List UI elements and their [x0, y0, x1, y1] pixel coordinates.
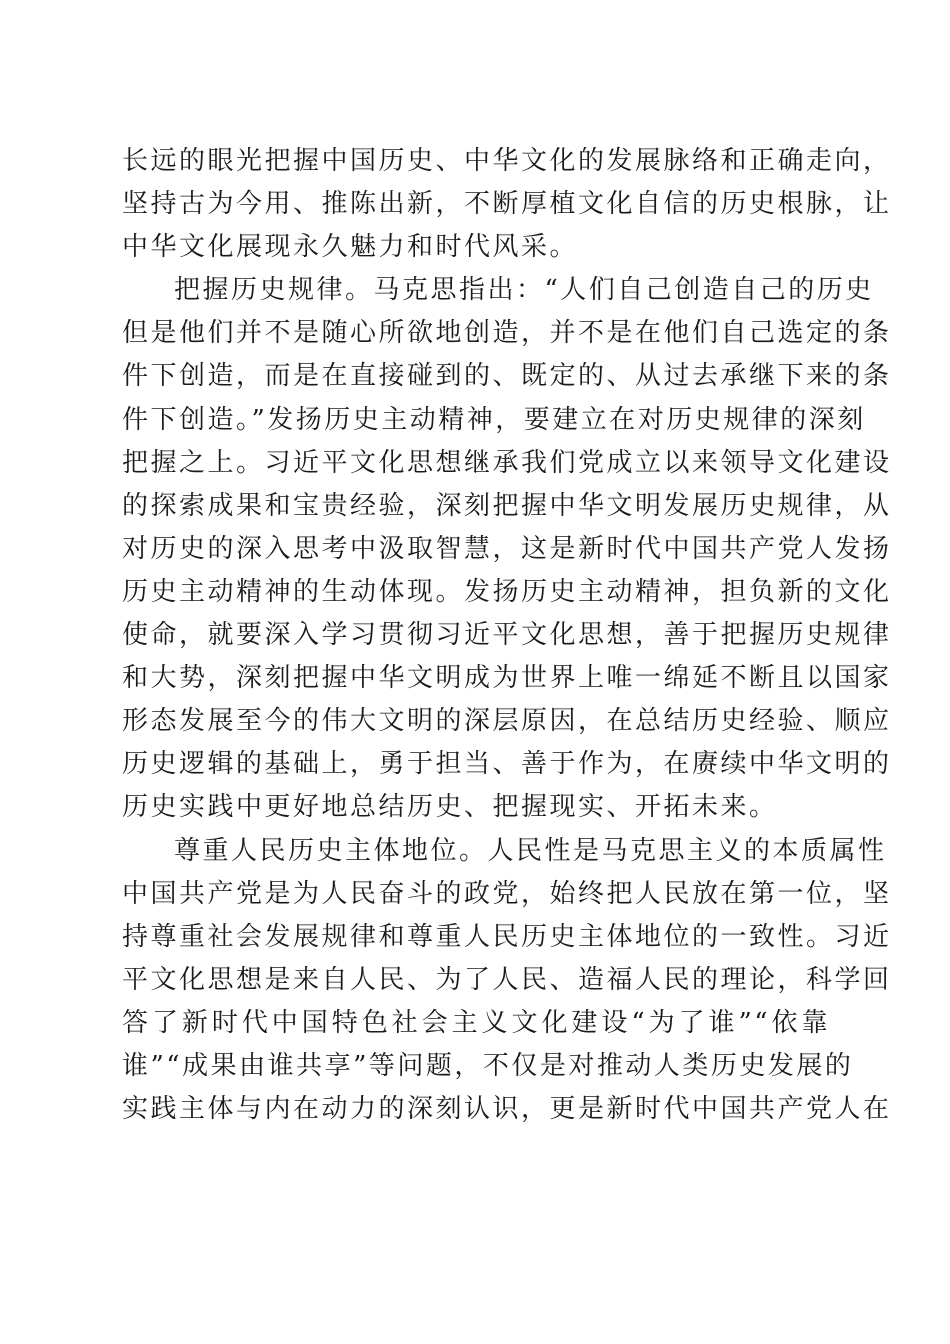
text-line: 尊重人民历史主体地位。人民性是马克思主义的本质属性	[174, 835, 887, 866]
text-line: 持尊重社会发展规律和尊重人民历史主体地位的一致性。习近	[122, 921, 892, 952]
text-line: 坚持古为今用、推陈出新，不断厚植文化自信的历史根脉，让	[122, 189, 892, 220]
text-line: 使命，就要深入学习贯彻习近平文化思想，善于把握历史规律	[122, 620, 892, 651]
text-line: 和大势，深刻把握中华文明成为世界上唯一绵延不断且以国家	[122, 663, 892, 694]
text-line: 答了新时代中国特色社会主义文化建设“为了谁”“依靠	[122, 1007, 830, 1038]
document-body	[122, 140, 892, 1131]
text-line: 实践主体与内在动力的深刻认识，更是新时代中国共产党人在	[122, 1094, 892, 1125]
text-line: 但是他们并不是随心所欲地创造，并不是在他们自己选定的条	[122, 318, 892, 349]
text-line: 对历史的深入思考中汲取智慧，这是新时代中国共产党人发扬	[122, 533, 892, 564]
text-line: 中国共产党是为人民奋斗的政党，始终把人民放在第一位，坚	[122, 878, 892, 909]
text-line: 件下创造，而是在直接碰到的、既定的、从过去承继下来的条	[122, 361, 892, 392]
text-line: 历史实践中更好地总结历史、把握现实、开拓未来。	[122, 792, 778, 823]
text-line: 谁”“成果由谁共享”等问题，不仅是对推动人类历史发展的	[122, 1050, 854, 1081]
text-line: 形态发展至今的伟大文明的深层原因，在总结历史经验、顺应	[122, 706, 892, 737]
text-line: 把握历史规律。马克思指出：“人们自己创造自己的历史	[174, 275, 874, 306]
paragraph-2	[122, 269, 892, 829]
text-line: 把握之上。习近平文化思想继承我们党成立以来领导文化建设	[122, 447, 892, 478]
text-line: 平文化思想是来自人民、为了人民、造福人民的理论，科学回	[122, 964, 892, 995]
text-line: 长远的眼光把握中国历史、中华文化的发展脉络和正确走向，	[122, 146, 892, 176]
paragraph-3	[122, 830, 892, 1132]
text-line: 历史逻辑的基础上，勇于担当、善于作为，在赓续中华文明的	[122, 749, 892, 780]
text-line: 中华文化展现永久魅力和时代风采。	[122, 232, 579, 263]
text-line: 的探索成果和宝贵经验，深刻把握中华文明发展历史规律，从	[122, 490, 892, 521]
paragraph-1	[122, 140, 892, 269]
text-line: 历史主动精神的生动体现。发扬历史主动精神，担负新的文化	[122, 576, 892, 607]
text-line: 件下创造。”发扬历史主动精神，要建立在对历史规律的深刻	[122, 404, 866, 435]
